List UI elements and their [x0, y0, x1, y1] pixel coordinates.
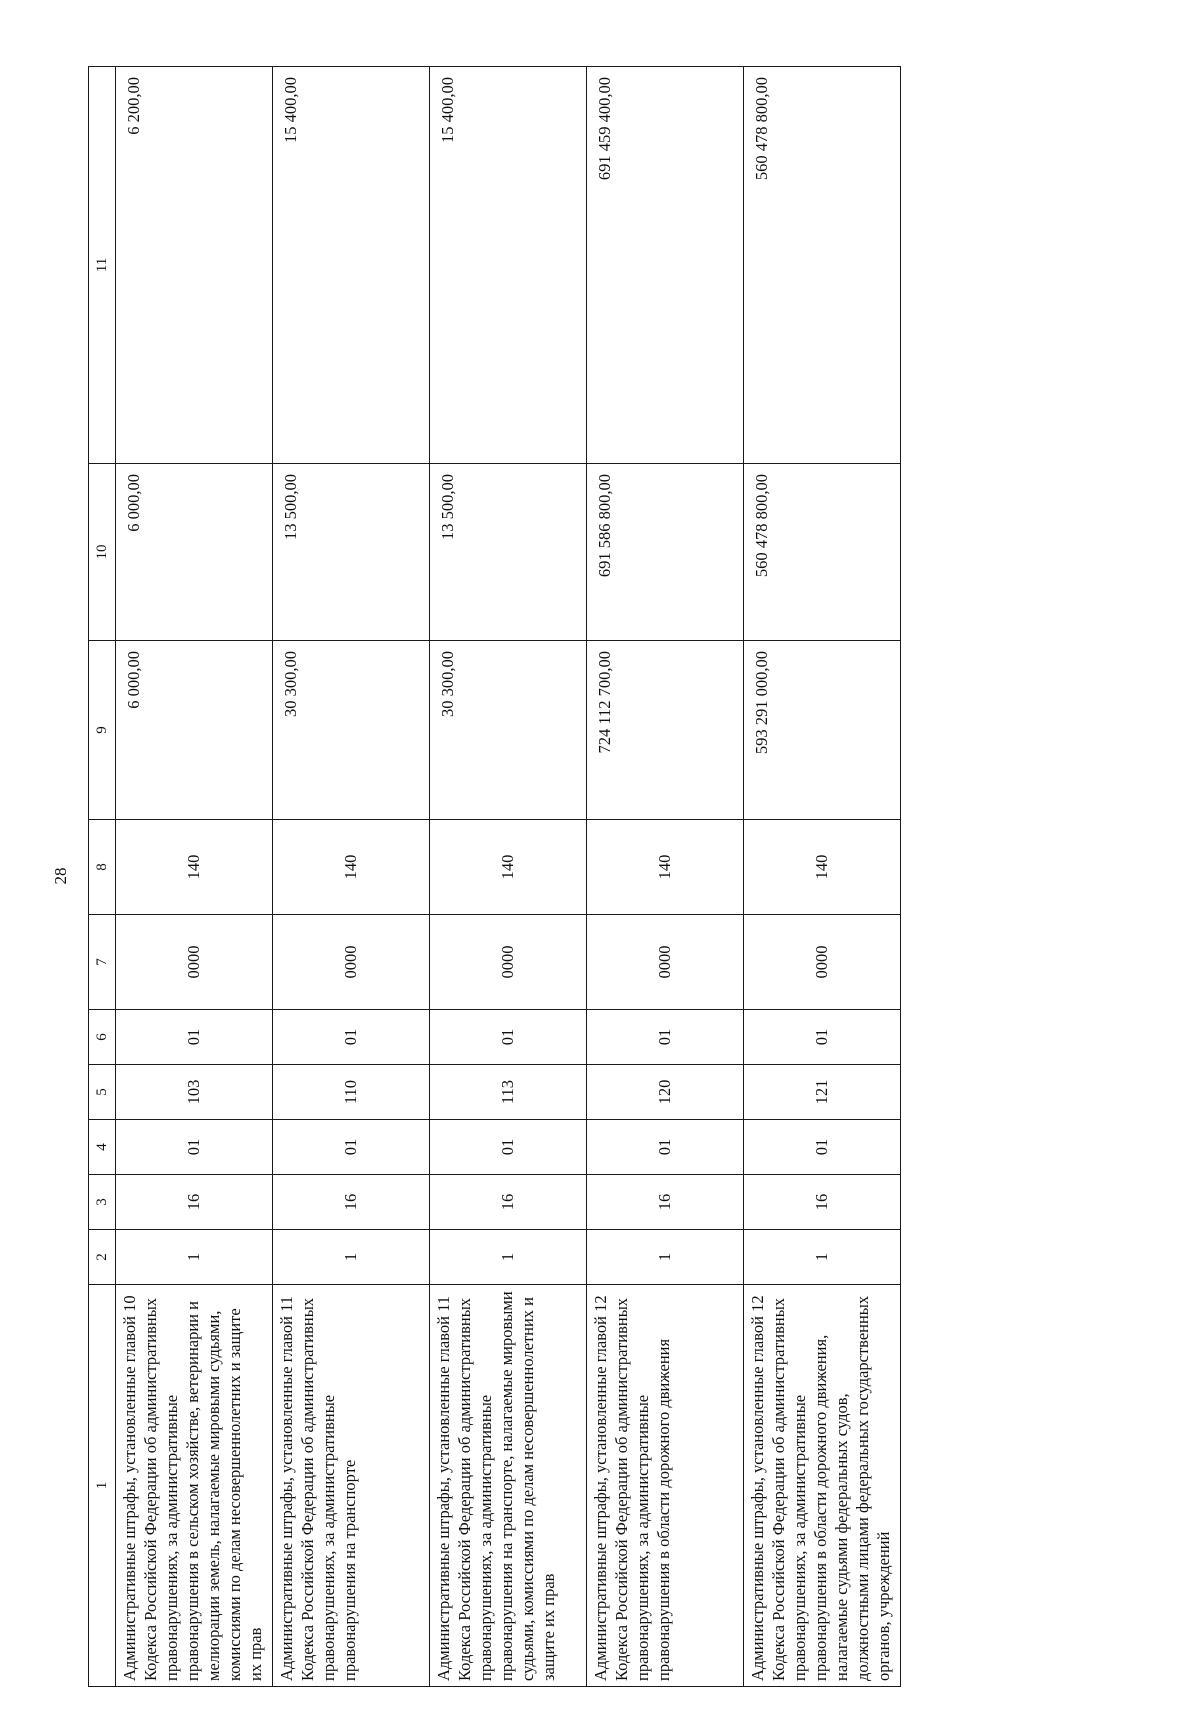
row-description: Административные штрафы, установленные главой 11 Кодекса Российской Федерации об административных правонарушениях, за административные правонарушения на транспорте: [273, 1285, 430, 1687]
cell-col-2: 1: [273, 1230, 430, 1285]
cell-col-6: 01: [116, 1010, 273, 1065]
amount-col-11: 691 459 400,00: [587, 67, 744, 464]
header-col-8: 8: [89, 820, 116, 915]
cell-col-2: 1: [587, 1230, 744, 1285]
cell-col-3: 16: [273, 1175, 430, 1230]
amount-col-10: 6 000,00: [116, 464, 273, 641]
cell-col-2: 1: [116, 1230, 273, 1285]
cell-col-3: 16: [744, 1175, 901, 1230]
table-row: [587, 67, 744, 1687]
cell-col-5: 110: [273, 1065, 430, 1120]
cell-col-8: 140: [430, 820, 587, 915]
header-col-6: 6: [89, 1010, 116, 1065]
cell-col-2: 1: [430, 1230, 587, 1285]
amount-col-10: 560 478 800,00: [744, 464, 901, 641]
cell-col-5: 103: [116, 1065, 273, 1120]
amount-col-9: 6 000,00: [116, 641, 273, 820]
header-col-10: 10: [89, 464, 116, 641]
cell-col-8: 140: [744, 820, 901, 915]
cell-col-7: 0000: [744, 915, 901, 1010]
amount-col-11: 15 400,00: [273, 67, 430, 464]
cell-col-4: 01: [587, 1120, 744, 1175]
cell-col-6: 01: [430, 1010, 587, 1065]
header-col-5: 5: [89, 1065, 116, 1120]
cell-col-2: 1: [744, 1230, 901, 1285]
cell-col-3: 16: [116, 1175, 273, 1230]
cell-col-7: 0000: [273, 915, 430, 1010]
table-row: [744, 67, 901, 1687]
cell-col-7: 0000: [587, 915, 744, 1010]
amount-col-11: 560 478 800,00: [744, 67, 901, 464]
amount-col-9: 593 291 000,00: [744, 641, 901, 820]
header-col-9: 9: [89, 641, 116, 820]
cell-col-5: 113: [430, 1065, 587, 1120]
amount-col-11: 6 200,00: [116, 67, 273, 464]
cell-col-7: 0000: [430, 915, 587, 1010]
table-row: [273, 67, 430, 1687]
header-col-2: 2: [89, 1230, 116, 1285]
table-row: [116, 67, 273, 1687]
amount-col-10: 13 500,00: [273, 464, 430, 641]
cell-col-3: 16: [587, 1175, 744, 1230]
amount-col-10: 691 586 800,00: [587, 464, 744, 641]
cell-col-3: 16: [430, 1175, 587, 1230]
header-col-11: 11: [89, 67, 116, 464]
row-description: Административные штрафы, установленные главой 12 Кодекса Российской Федерации об административных правонарушениях, за административные правонарушения в области дорожного движения: [587, 1285, 744, 1687]
header-col-4: 4: [89, 1120, 116, 1175]
header-row: [89, 67, 116, 1687]
cell-col-7: 0000: [116, 915, 273, 1010]
amount-col-9: 30 300,00: [430, 641, 587, 820]
page-number: 28: [51, 867, 70, 885]
cell-col-4: 01: [430, 1120, 587, 1175]
amount-col-11: 15 400,00: [430, 67, 587, 464]
cell-col-5: 120: [587, 1065, 744, 1120]
header-col-1: 1: [89, 1285, 116, 1687]
cell-col-4: 01: [116, 1120, 273, 1175]
rotated-table-container: [88, 67, 900, 1687]
row-description: Административные штрафы, установленные главой 10 Кодекса Российской Федерации об административных правонарушениях, за административные правонарушения в сельском хозяйстве, ветеринарии и мелиорации земель, налагаемые мировыми судьями, комиссиями по делам несовершеннолетних и защите их прав: [116, 1285, 273, 1687]
cell-col-4: 01: [744, 1120, 901, 1175]
amount-col-9: 724 112 700,00: [587, 641, 744, 820]
cell-col-6: 01: [744, 1010, 901, 1065]
cell-col-6: 01: [273, 1010, 430, 1065]
row-description: Административные штрафы, установленные главой 12 Кодекса Российской Федерации об административных правонарушениях, за административные правонарушения в области дорожного движения, налагаемые судьями федеральных судов, должностными лицами федеральных государственных органов, учреждений: [744, 1285, 901, 1687]
cell-col-5: 121: [744, 1065, 901, 1120]
cell-col-8: 140: [273, 820, 430, 915]
row-description: Административные штрафы, установленные главой 11 Кодекса Российской Федерации об административных правонарушениях, за административные правонарушения на транспорте, налагаемые мировыми судьями, комиссиями по делам несовершеннолетних и защите их прав: [430, 1285, 587, 1687]
amount-col-9: 30 300,00: [273, 641, 430, 820]
cell-col-6: 01: [587, 1010, 744, 1065]
header-col-3: 3: [89, 1175, 116, 1230]
header-col-7: 7: [89, 915, 116, 1010]
table-row: [430, 67, 587, 1687]
revenue-table: [88, 66, 901, 1687]
amount-col-10: 13 500,00: [430, 464, 587, 641]
cell-col-8: 140: [116, 820, 273, 915]
cell-col-4: 01: [273, 1120, 430, 1175]
cell-col-8: 140: [587, 820, 744, 915]
